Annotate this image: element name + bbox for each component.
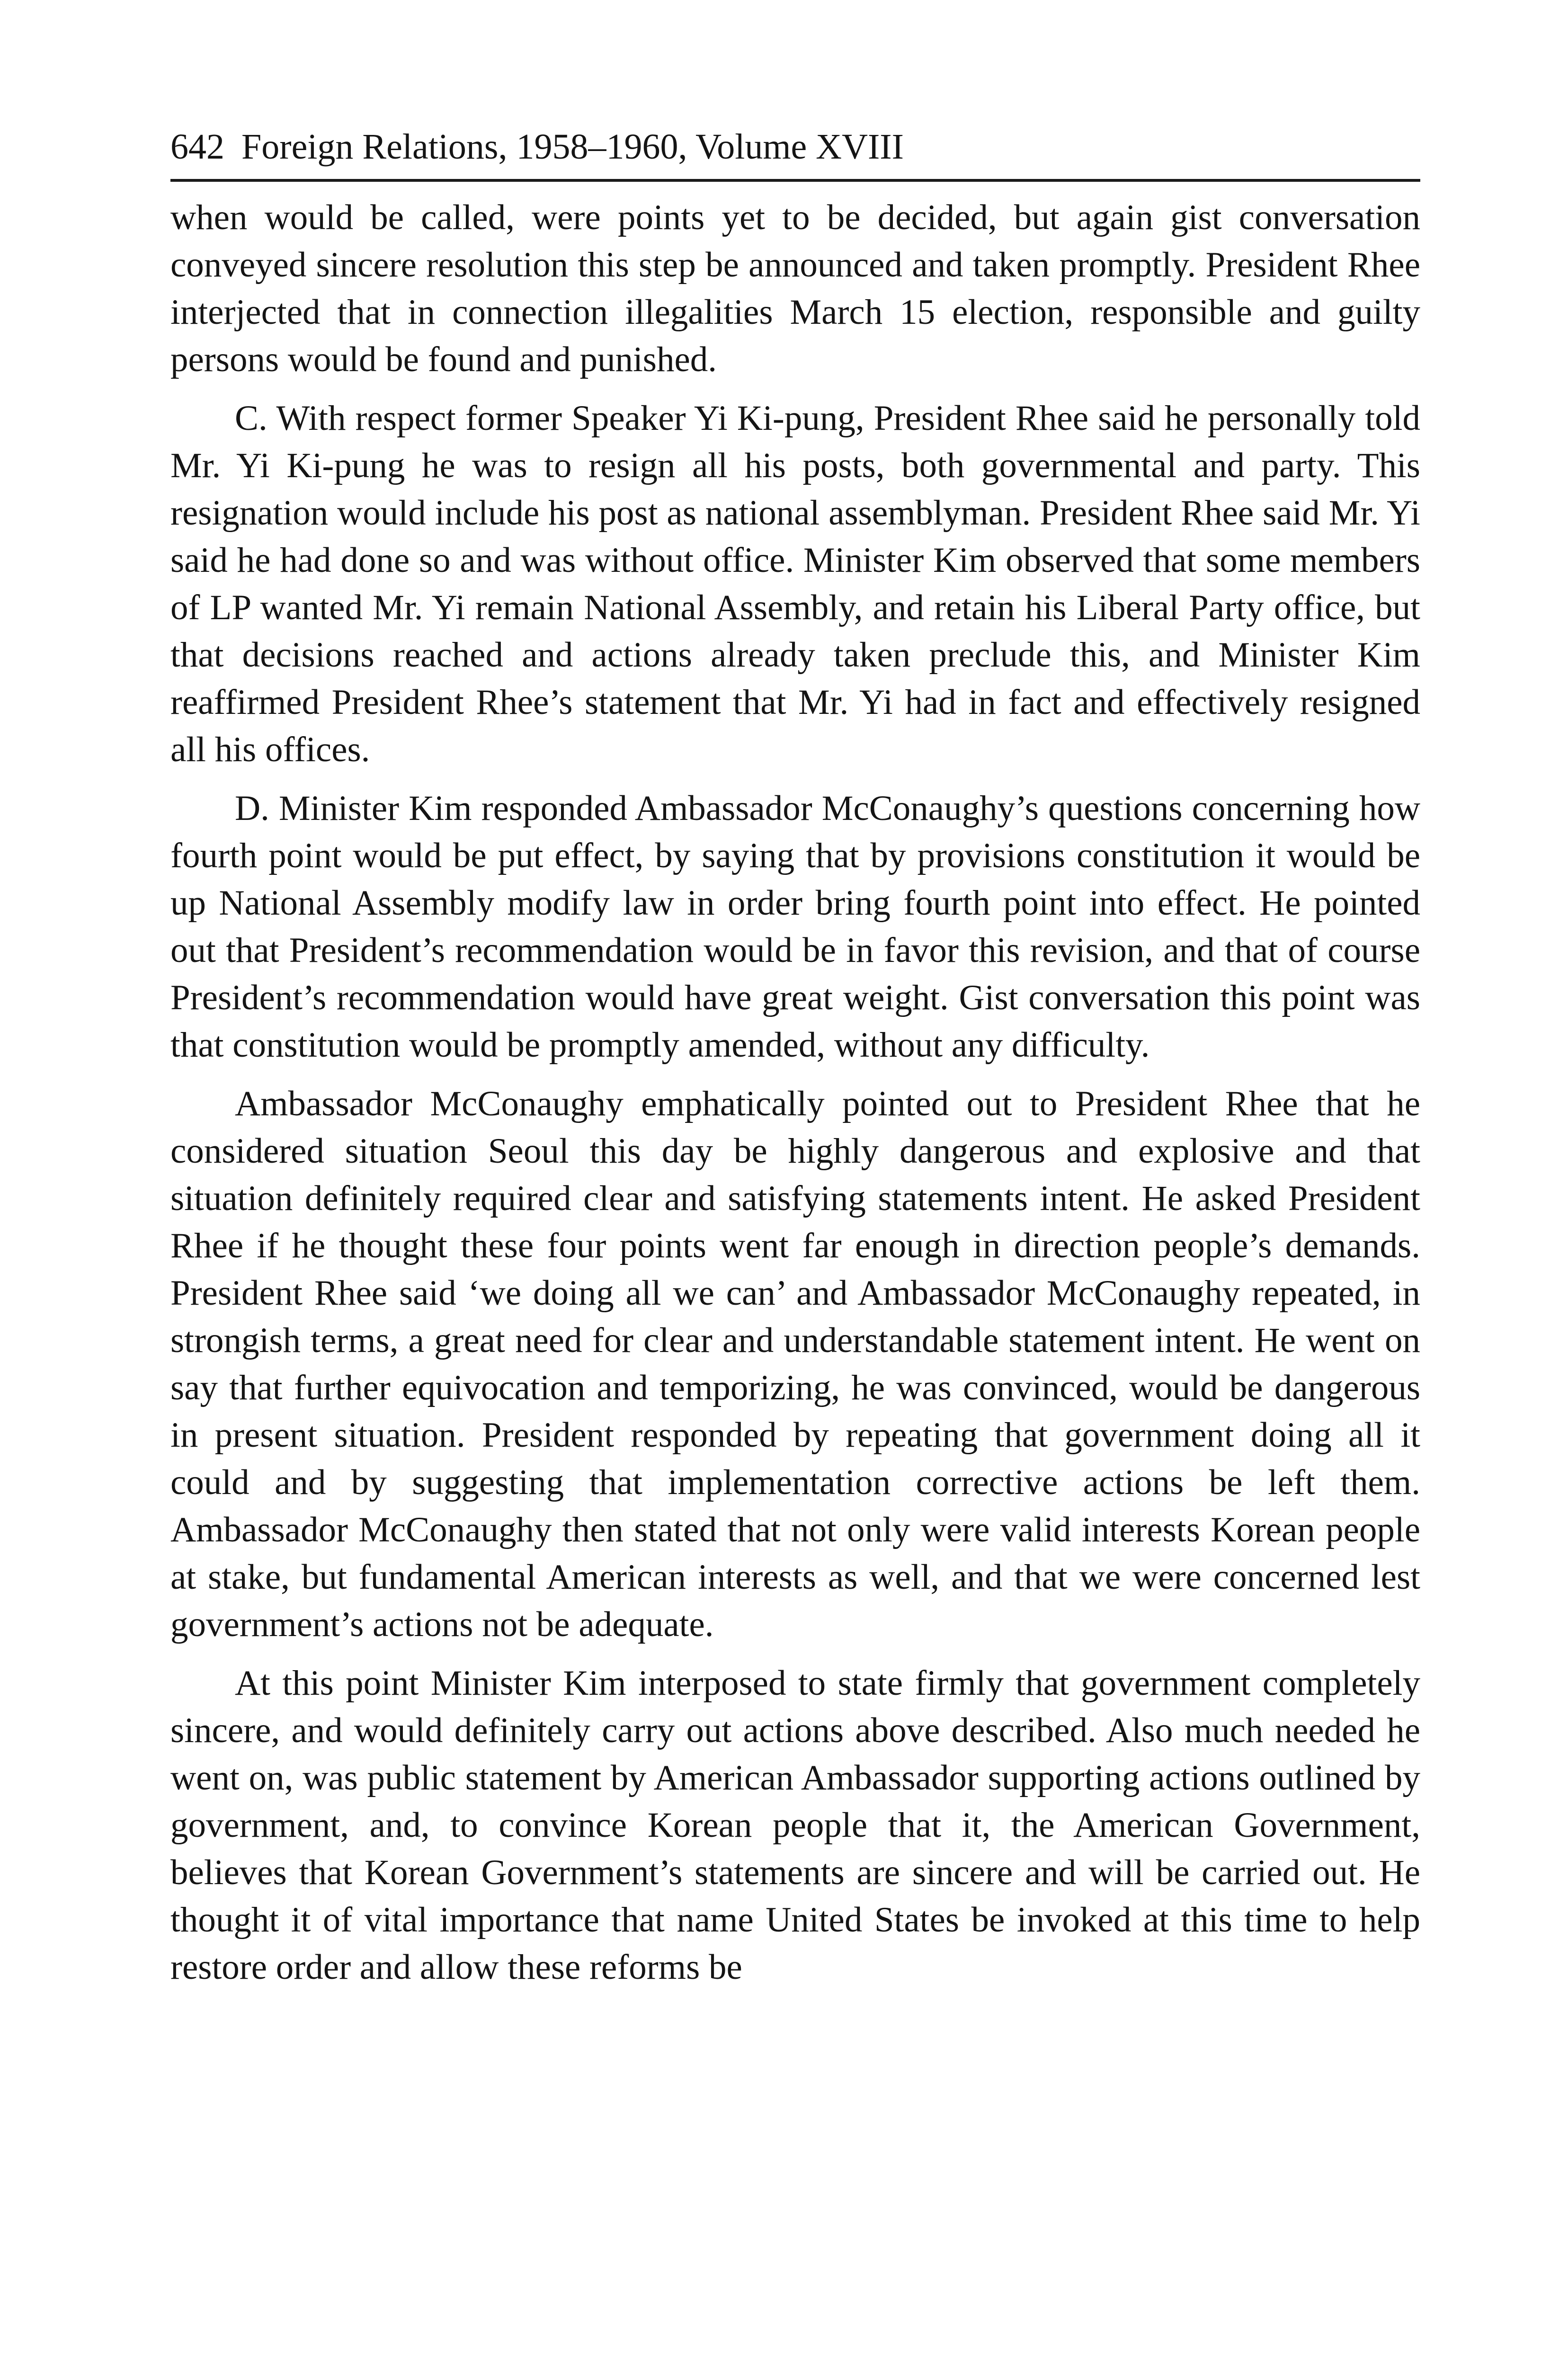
page-number: 642 — [170, 127, 224, 167]
paragraph-d: D. Minister Kim responded Ambassador McConaughy’s questions concerning how fourth point would be put effect, by saying that by provisions constitution it would be up National Assembly modify law in order bring fourth point into effect. He pointed out that President’s recommendation would be in favor this revision, and that of course President’s recommendation would have great weight. Gist conversation this point was that constitution would be promptly amended, without any difficulty. — [170, 789, 1420, 1065]
body-text — [170, 194, 1420, 1991]
running-title: Foreign Relations, 1958–1960, Volume XVIII — [241, 127, 904, 167]
paragraph-c: C. With respect former Speaker Yi Ki-pung, President Rhee said he personally told Mr. Yi Ki-pung he was to resign all his posts, both governmental and party. This resignation would include his post as national assemblyman. President Rhee said Mr. Yi said he had done so and was without office. Minister Kim observed that some members of LP wanted Mr. Yi remain National Assembly, and retain his Liberal Party office, but that decisions reached and actions already taken preclude this, and Minister Kim reaffirmed President Rhee’s statement that Mr. Yi had in fact and effectively resigned all his offices. — [170, 399, 1420, 769]
running-head — [170, 118, 1420, 182]
paragraph-minister-kim: At this point Minister Kim interposed to state firmly that government completely sincere, and would definitely carry out actions above described. Also much needed he went on, was public statement by American Ambassador supporting actions outlined by government, and, to convince Korean people that it, the American Government, believes that Korean Government’s statements are sincere and will be carried out. He thought it of vital importance that name United States be invoked at this time to help restore order and allow these reforms be — [170, 1664, 1420, 1987]
paragraph-mcconaughy: Ambassador McConaughy emphatically pointed out to President Rhee that he considered situation Seoul this day be highly dangerous and explosive and that situation definitely required clear and satisfying statements intent. He asked President Rhee if he thought these four points went far enough in direction people’s demands. President Rhee said ‘we doing all we can’ and Ambassador McConaughy repeated, in strongish terms, a great need for clear and understandable statement intent. He went on say that further equivocation and temporizing, he was convinced, would be dangerous in present situation. President responded by repeating that government doing all it could and by suggesting that implementation corrective actions be left them. Ambassador McConaughy then stated that not only were valid interests Korean people at stake, but fundamental American interests as well, and that we were concerned lest government’s actions not be adequate. — [170, 1084, 1420, 1644]
document-page — [170, 118, 1420, 2002]
paragraph-continued: when would be called, were points yet to be decided, but again gist conversation conveyed sincere resolution this step be announced and taken promptly. President Rhee interjected that in connection illegalities March 15 election, responsible and guilty persons would be found and punished. — [170, 198, 1420, 379]
